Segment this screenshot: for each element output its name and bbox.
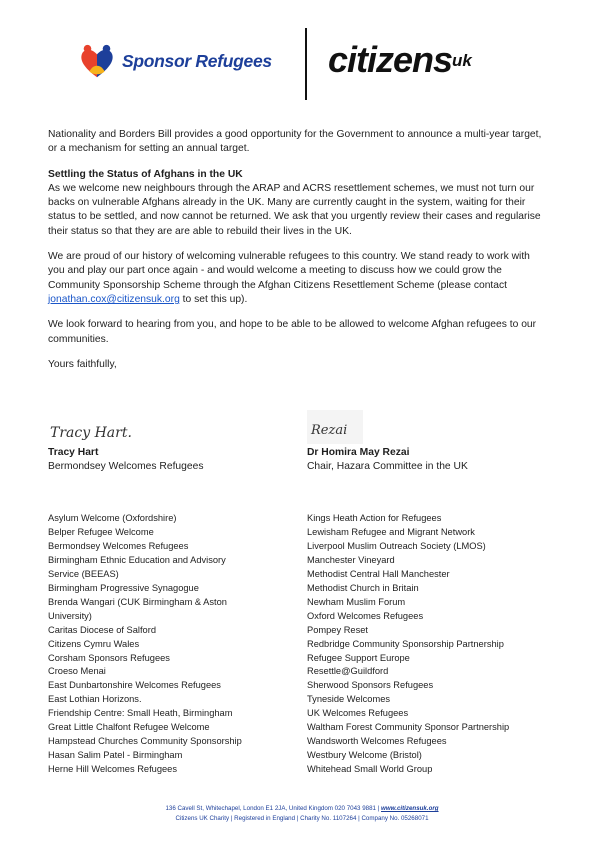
signatory-item: Westbury Welcome (Bristol) — [307, 750, 422, 761]
signatory-item: Newham Muslim Forum — [307, 596, 406, 607]
logo-divider — [305, 28, 307, 100]
signatory-item: Croeso Menai — [48, 666, 106, 677]
signatory-item: Liverpool Muslim Outreach Society (LMOS) — [307, 540, 486, 551]
homira-rezai-signature — [307, 410, 387, 444]
signatory-item: Oxford Welcomes Refugees — [307, 610, 424, 621]
signatory-item: Herne Hill Welcomes Refugees — [48, 764, 178, 775]
sponsor-refugees-logo — [78, 42, 298, 84]
signatory-item: Manchester Vineyard — [307, 554, 395, 565]
signatory-org: Bermondsey Welcomes Refugees — [48, 461, 204, 473]
signatories-list-right — [307, 512, 567, 777]
paragraph-proud: We are proud of our history of welcoming vulnerable refugees to this country. We stand ready to work with you and play our part once again - and would welcome a meeting to discuss how we could grow the Community Sponsorship Scheme through the Afghan Citizens Resettlement Scheme (please contact jonathan.cox@citizensuk.org to set this up). — [48, 251, 530, 305]
sponsor-refugees-wordmark: Sponsor Refugees — [122, 51, 272, 71]
signatory-item: Birmingham Ethnic Education and Advisory — [48, 554, 226, 565]
section-heading: Settling the Status of Afghans in the UK — [48, 168, 243, 180]
signatory-item: Resettle@Guildford — [307, 666, 389, 677]
signatory-item: Whitehead Small World Group — [307, 764, 433, 775]
footer — [0, 804, 604, 824]
signatory-item: Hasan Salim Patel - Birmingham — [48, 750, 183, 761]
citizens-uk-wordmark: citizensuk — [328, 39, 472, 80]
website-link[interactable]: www.citizensuk.org — [381, 805, 439, 812]
signatory-item: Citizens Cymru Wales — [48, 638, 140, 649]
signatories-list-left — [48, 512, 298, 777]
signatory-item: Pompey Reset — [307, 624, 368, 635]
signatory-item: Lewisham Refugee and Migrant Network — [307, 526, 475, 537]
signatory-item: Caritas Diocese of Salford — [48, 624, 156, 635]
letter-body — [48, 128, 548, 372]
letterhead — [0, 0, 604, 110]
paragraph-targets: Nationality and Borders Bill provides a good opportunity for the Government to announce a multi-year target, or a mechanism for setting an annual target. — [48, 129, 542, 155]
signatory-item: UK Welcomes Refugees — [307, 708, 409, 719]
signatory-item: Service (BEEAS) — [48, 568, 119, 579]
signatory-item: Birmingham Progressive Synagogue — [48, 582, 199, 593]
signatory-item: Redbridge Community Sponsorship Partnership — [307, 638, 504, 649]
signatory-item: Corsham Sponsors Refugees — [48, 652, 170, 663]
signatory-item: East Lothian Horizons. — [48, 694, 142, 705]
signatory-item: East Dunbartonshire Welcomes Refugees — [48, 680, 221, 691]
tracy-hart-signature — [48, 410, 158, 444]
citizens-uk-logo — [328, 38, 528, 82]
signatory-item: Methodist Central Hall Manchester — [307, 568, 450, 579]
signature-left — [48, 410, 203, 475]
signatory-item: Wandsworth Welcomes Refugees — [307, 736, 447, 747]
signatory-item: Friendship Centre: Small Heath, Birmingham — [48, 708, 233, 719]
heart-hands-icon — [78, 42, 116, 82]
svg-text:Tracy Hart.: Tracy Hart. — [50, 425, 132, 441]
signatory-item: Refugee Support Europe — [307, 652, 410, 663]
signature-right — [307, 410, 468, 475]
signatory-item: Great Little Chalfont Refugee Welcome — [48, 722, 210, 733]
signatory-org: Chair, Hazara Committee in the UK — [307, 461, 468, 473]
svg-text:Rezai: Rezai — [311, 423, 348, 438]
contact-email-link[interactable]: jonathan.cox@citizensuk.org — [48, 293, 180, 305]
paragraph-look-forward: We look forward to hearing from you, and hope to be able to be allowed to welcome Afghan refugees to our communities. — [48, 319, 537, 345]
signatory-item: Brenda Wangari (CUK Birmingham & Aston — [48, 596, 227, 607]
signatory-item: Methodist Church in Britain — [307, 582, 419, 593]
signatory-item: Kings Heath Action for Refugees — [307, 513, 442, 523]
signatory-name: Tracy Hart — [48, 447, 99, 458]
footer-address: 136 Cavell St, Whitechapel, London E1 2JA, United Kingdom 020 7043 9881 | www.citizensuk.org — [165, 805, 439, 812]
signatory-item: Belper Refugee Welcome — [48, 526, 154, 537]
paragraph-afghans: As we welcome new neighbours through the ARAP and ACRS resettlement schemes, we must not turn our backs on vulnerable Afghans already in the UK. Many are currently caught in the system, waiting for their status to be settled, and now cannot be returned. We ask that you urgently review their cases and regularise their status so that they are are able to rebuild their lives in the UK. — [48, 182, 541, 237]
signatory-item: University) — [48, 610, 92, 621]
footer-registration: Citizens UK Charity | Registered in England | Charity No. 1107264 | Company No. 05268071 — [175, 815, 429, 822]
signatory-item: Sherwood Sponsors Refugees — [307, 680, 434, 691]
signatory-name: Dr Homira May Rezai — [307, 447, 410, 458]
signatory-item: Waltham Forest Community Sponsor Partnership — [307, 722, 510, 733]
signatory-item: Hampstead Churches Community Sponsorship — [48, 736, 242, 747]
signatory-item: Tyneside Welcomes — [307, 694, 391, 705]
signatory-item: Bermondsey Welcomes Refugees — [48, 540, 189, 551]
closing: Yours faithfully, — [48, 358, 117, 370]
signatory-item: Asylum Welcome (Oxfordshire) — [48, 513, 177, 523]
